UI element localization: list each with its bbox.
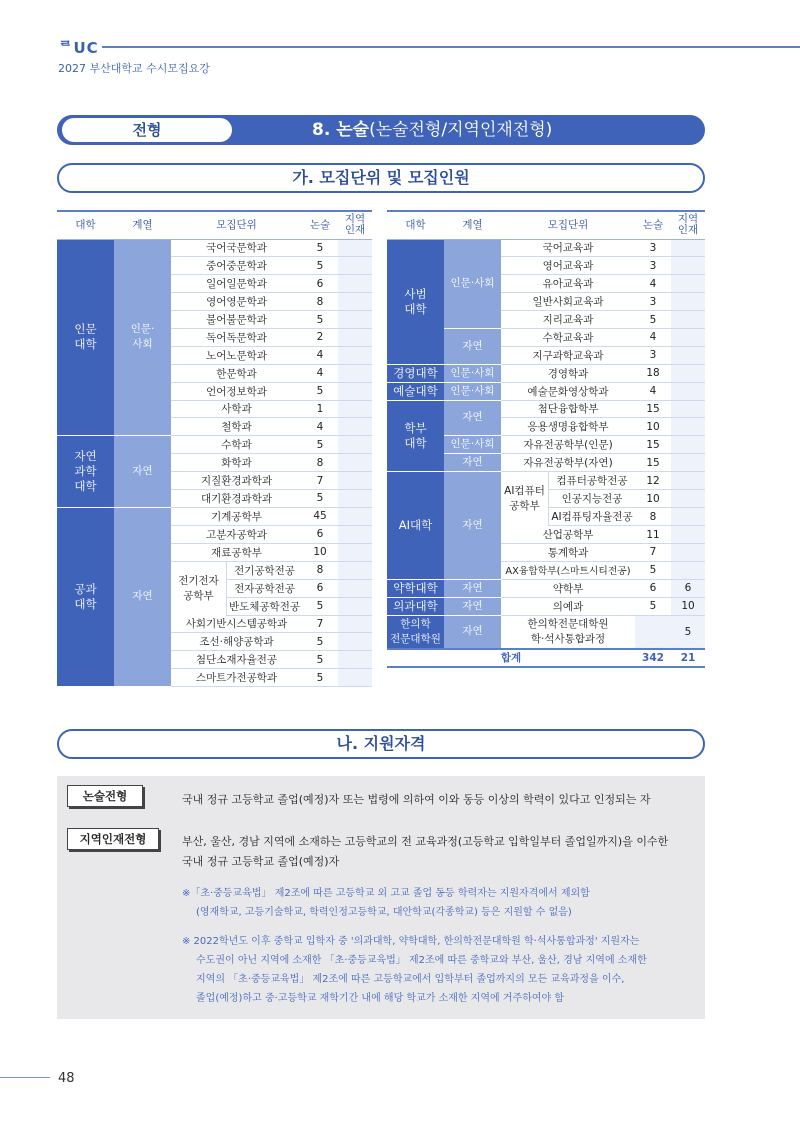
total-essay: 342 [635,649,671,667]
unit-cell: 불어불문학과 [171,311,302,329]
col-regional-l1: 지역 [677,213,699,226]
ee-group-label: 전기전자 공학부 [171,562,227,616]
unit-cell: 독어독문학과 [171,328,302,346]
college-cell: 인문 대학 [57,239,114,436]
essay-cell: 6 [302,579,338,597]
essay-cell: 5 [302,436,338,454]
regional-cell [671,400,705,418]
unit-cell: 국어교육과 [501,239,635,257]
essay-cell: 5 [302,633,338,651]
regional-cell: 10 [671,597,705,615]
essay-cell: 7 [302,472,338,490]
essay-cell: 8 [635,508,671,526]
regional-cell [338,436,372,454]
university-logo: ᄅUC [58,39,99,57]
col-essay: 논술 [635,211,671,239]
field-cell: 자연 [444,597,501,615]
unit-cell-grouped [171,574,302,602]
unit-cell: 영어영문학과 [171,293,302,311]
regional-cell [338,328,372,346]
unit-cell: 지질환경과학과 [171,472,302,490]
unit-cell: 경영학과 [501,364,635,382]
essay-cell: 5 [635,597,671,615]
regional-cell [338,293,372,311]
regional-cell [338,579,372,597]
regional-cell [338,257,372,275]
col-unit: 모집단위 [171,211,302,239]
header-subtitle: 2027 부산대학교 수시모집요강 [58,62,210,75]
col-regional-l2: 인재 [344,224,366,237]
regional-cell [671,311,705,329]
admission-type-title [312,115,552,145]
total-row [387,649,705,667]
college-cell: 한의학 전문대학원 [387,615,444,649]
unit-cell: 자유전공학부(인문) [501,436,635,454]
regional-cell [671,454,705,472]
unit-cell: 의예과 [501,597,635,615]
essay-cell [635,615,671,649]
unit-cell: AX융합학부(스마트시티전공) [501,561,635,579]
regional-cell [338,633,372,651]
section-heading-eligibility: 나. 지원자격 [57,729,705,759]
unit-cell: 화학과 [171,454,302,472]
total-label: 합계 [387,649,635,667]
note-1-l1: ※「초·중등교육법」 제2조에 따른 고등학교 외 고교 졸업 동등 학력자는 지원자격에서 제외함 [182,888,590,899]
field-cell: 인문· 사회 [114,239,171,436]
unit-cell: 응용생명융합학부 [501,418,635,436]
regional-cell [671,436,705,454]
unit-cell: 노어노문학과 [171,346,302,364]
regional-cell [671,543,705,561]
essay-cell: 5 [302,311,338,329]
regional-cell [671,382,705,400]
table-row [387,615,705,649]
regional-cell [338,525,372,543]
unit-cell: 통계학과 [501,543,635,561]
unit-cell: 유아교육과 [501,275,635,293]
essay-cell: 8 [302,561,338,579]
college-cell: 사범 대학 [387,239,444,364]
table-row [387,239,705,257]
admission-type-bar [57,115,705,145]
unit-cell: 사회기반시스템공학과 [171,615,302,633]
regional-cell [671,239,705,257]
regional-cell [338,418,372,436]
regional-cell: 5 [671,615,705,649]
regional-cell [338,561,372,579]
essay-cell: 7 [635,543,671,561]
unit-cell: 일반사회교육과 [501,293,635,311]
regional-cell [338,472,372,490]
unit-sub: 컴퓨터공학전공 [556,475,628,488]
essay-cell: 3 [635,346,671,364]
essay-cell: 3 [635,293,671,311]
table-row [387,579,705,597]
essay-cell: 5 [635,311,671,329]
regional-cell [671,508,705,526]
essay-cell: 4 [302,364,338,382]
essay-cell: 5 [302,382,338,400]
field-cell: 인문·사회 [444,239,501,328]
essay-cell: 8 [302,293,338,311]
field-cell: 자연 [444,328,501,364]
unit-cell: 일어일문학과 [171,275,302,293]
eligibility-panel [57,776,705,1019]
table-row [57,436,372,454]
regional-cell [671,293,705,311]
college-cell: 의과대학 [387,597,444,615]
col-regional [671,211,705,239]
unit-cell: 산업공학부 [501,526,635,544]
essay-cell: 4 [302,346,338,364]
col-college: 대학 [57,211,114,239]
essay-cell: 12 [635,472,671,490]
regional-cell [338,669,372,687]
essay-cell: 18 [635,364,671,382]
essay-cell: 15 [635,454,671,472]
essay-cell: 10 [635,418,671,436]
unit-cell: 기계공학부 [171,507,302,525]
college-cell: 자연 과학 대학 [57,436,114,508]
note-2-l2: 수도권이 아닌 지역에 소재한 「초·중등교육법」 제2조에 따른 중학교와 부산, 울산, 경남 지역에 소재한 [196,955,647,966]
field-cell: 자연 [444,615,501,649]
essay-cell: 15 [635,400,671,418]
field-cell: 인문·사회 [444,382,501,400]
unit-cell: 첨단소재자율전공 [171,651,302,669]
essay-cell: 10 [635,490,671,508]
regional-cell [338,543,372,561]
regional-cell [671,472,705,490]
regional-cell [338,275,372,293]
col-field: 계열 [114,211,171,239]
regional-cell [338,615,372,633]
table-row [387,382,705,400]
regional-cell [338,364,372,382]
unit-cell: 재료공학부 [171,543,302,561]
col-regional [338,211,372,239]
admission-type-pill: 전형 [62,118,232,142]
unit-cell: 자유전공학부(자연) [501,454,635,472]
essay-type-tag: 논술전형 [67,785,143,807]
note-2-l1: ※ 2022학년도 이후 중학교 입학자 중 '의과대학, 약학대학, 한의학전문대학원 학·석사통합과정' 지원자는 [182,936,640,947]
col-essay: 논술 [302,211,338,239]
regional-cell [338,400,372,418]
essay-cell: 7 [302,615,338,633]
essay-cell: 3 [635,239,671,257]
regional-cell [671,490,705,508]
quota-table-left [57,210,372,687]
unit-cell: 철학과 [171,418,302,436]
regional-cell [338,311,372,329]
unit-cell: 대기환경과학과 [171,489,302,507]
unit-cell: 첨단융합학부 [501,400,635,418]
footer-rule [0,1077,50,1078]
unit-cell: 약학부 [501,579,635,597]
college-cell: 경영대학 [387,364,444,382]
field-cell: 자연 [114,436,171,508]
essay-cell: 4 [302,418,338,436]
unit-cell-grouped [501,485,635,513]
regional-cell [671,561,705,579]
regional-cell [338,507,372,525]
quota-table-right [387,210,705,668]
col-regional-l1: 지역 [344,213,366,226]
regional-type-tag: 지역인재전형 [67,828,159,850]
college-cell: 약학대학 [387,579,444,597]
unit-cell: 지구과학교육과 [501,346,635,364]
essay-cell: 4 [635,382,671,400]
col-regional-l2: 인재 [677,224,699,237]
header-rule [102,46,800,48]
essay-cell: 5 [302,239,338,257]
unit-cell: 중어중문학과 [171,257,302,275]
unit-sub: AI컴퓨팅자율전공 [551,511,633,524]
table-row [387,400,705,418]
regional-cell [671,364,705,382]
unit-cell: 한의학전문대학원 학·석사통합과정 [501,615,635,649]
essay-cell: 2 [302,328,338,346]
regional-cell [338,239,372,257]
regional-cell [671,346,705,364]
college-cell: 공과 대학 [57,507,114,686]
college-cell: AI대학 [387,472,444,580]
field-cell: 자연 [444,579,501,597]
field-cell: 자연 [444,400,501,436]
regional-cell [671,526,705,544]
regional-cell [338,454,372,472]
regional-requirement-l1: 부산, 울산, 경남 지역에 소재하는 고등학교의 전 교육과정(고등학교 입학일부터 졸업일까지)을 이수한 [182,835,669,848]
regional-cell [338,651,372,669]
essay-cell: 10 [302,543,338,561]
unit-cell: 사학과 [171,400,302,418]
unit-cell: 국어국문학과 [171,239,302,257]
essay-cell: 8 [302,454,338,472]
regional-cell [338,346,372,364]
essay-cell: 45 [302,507,338,525]
table-row [387,364,705,382]
regional-cell [671,257,705,275]
col-college: 대학 [387,211,444,239]
regional-cell [338,382,372,400]
regional-cell [671,418,705,436]
essay-requirement: 국내 정규 고등학교 졸업(예정)자 또는 법령에 의하여 이와 동등 이상의 학력이 있다고 인정되는 자 [182,793,651,806]
unit-sub: 반도체공학전공 [228,600,300,613]
unit-cell: 영어교육과 [501,257,635,275]
essay-cell: 6 [635,579,671,597]
essay-cell: 15 [635,436,671,454]
table-row [57,507,372,525]
unit-cell: 언어정보학과 [171,382,302,400]
col-unit: 모집단위 [501,211,635,239]
unit-cell: 고분자공학과 [171,525,302,543]
essay-cell: 5 [302,489,338,507]
table-row [57,239,372,257]
total-regional: 21 [671,649,705,667]
essay-cell: 5 [302,651,338,669]
unit-cell: 수학과 [171,436,302,454]
page-number: 48 [58,1071,75,1086]
unit-cell: 스마트가전공학과 [171,669,302,687]
college-cell: 학부 대학 [387,400,444,472]
regional-cell [671,275,705,293]
unit-sub: 전기공학전공 [234,564,295,577]
unit-cell: 한문학과 [171,364,302,382]
regional-cell [338,597,372,615]
regional-cell [671,328,705,346]
essay-cell: 4 [635,328,671,346]
essay-cell: 6 [302,275,338,293]
regional-cell: 6 [671,579,705,597]
note-2-l4: 졸업(예정)하고 중·고등학교 재학기간 내에 해당 학교가 소재한 지역에 거주하여야 함 [196,993,565,1004]
field-cell: 자연 [444,454,501,472]
essay-cell: 5 [635,561,671,579]
college-cell: 예술대학 [387,382,444,400]
essay-cell: 6 [302,525,338,543]
title-number: 8. 논술 [312,120,370,140]
essay-cell: 11 [635,526,671,544]
essay-cell: 5 [302,669,338,687]
table-header-row [387,211,705,239]
section-heading-quota: 가. 모집단위 및 모집인원 [57,163,705,193]
note-1-l2: (영재학교, 고등기술학교, 학력인정고등학교, 대안학교(각종학교) 등은 지원할 수 없음) [196,907,572,918]
field-cell: 자연 [114,507,171,686]
field-cell: 인문·사회 [444,436,501,454]
col-field: 계열 [444,211,501,239]
field-cell: 자연 [444,472,501,580]
regional-cell [338,489,372,507]
unit-cell: 수학교육과 [501,328,635,346]
table-header-row [57,211,372,239]
unit-sub: 전자공학전공 [234,582,295,595]
essay-cell: 5 [302,257,338,275]
unit-cell: 예술문화영상학과 [501,382,635,400]
unit-sub: 인공지능전공 [561,493,623,506]
essay-cell: 4 [635,275,671,293]
essay-cell: 3 [635,257,671,275]
note-2-l3: 지역의 「초·중등교육법」 제2조에 따른 고등학교에서 입학부터 졸업까지의 모든 교육과정을 이수, [196,974,625,985]
regional-requirement-l2: 국내 정규 고등학교 졸업(예정)자 [182,855,340,868]
unit-cell: 지리교육과 [501,311,635,329]
essay-cell: 5 [302,597,338,615]
field-cell: 인문·사회 [444,364,501,382]
essay-cell: 1 [302,400,338,418]
ai-cs-group-label: AI컴퓨터 공학부 [501,472,549,526]
unit-cell: 조선·해양공학과 [171,633,302,651]
table-row [387,597,705,615]
title-detail: (논술전형/지역인재전형) [369,120,553,140]
